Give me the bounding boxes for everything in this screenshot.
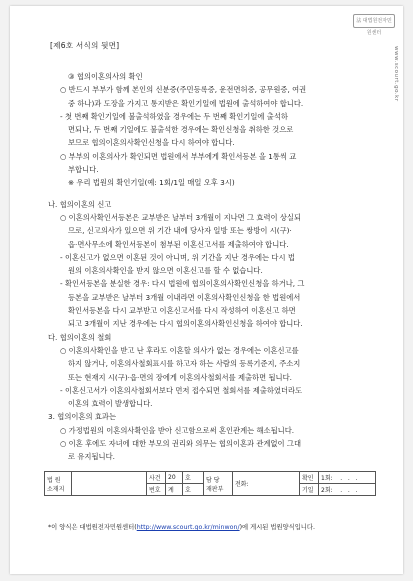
bullet-line: 로 유지됩니다. bbox=[68, 452, 115, 462]
second-date-field[interactable]: 2회: . . . bbox=[319, 484, 376, 496]
sub-line: - 이혼신고서가 이혼의사철회서보다 먼저 접수되면 철회서를 제출하였더라도 bbox=[60, 385, 303, 395]
bullet-line: 또는 현재지 시(구)·읍·면의 장에게 이혼의사철회서를 제출하면 됩니다. bbox=[68, 372, 292, 382]
court-site-link[interactable]: http://www.scourt.go.kr/minwon/ bbox=[136, 524, 240, 531]
charge-dept-label: 담 당 재판부 bbox=[204, 472, 233, 496]
phone-field[interactable]: 전화: bbox=[233, 472, 300, 496]
court-info-table bbox=[44, 471, 376, 496]
confirm-label-2: 기일 bbox=[300, 484, 319, 496]
form-header: [제6호 서식의 뒷면] bbox=[50, 41, 120, 50]
bullet-line: ○ 이혼 후에도 자녀에 대한 부모의 권리와 의무는 협의이혼과 관계없이 그대 bbox=[60, 439, 302, 449]
sub-line: 확인서등본을 다시 교부받고 이혼신고서를 다시 작성하여 이혼신고 하면 bbox=[68, 306, 296, 316]
bullet-line: 읍·면사무소에 확인서등본이 첨부된 이혼신고서를 제출하여야 합니다. bbox=[68, 239, 289, 249]
sub-line: 되고 3개월이 지난 경우에는 다시 협의이혼의사확인신청을 하여야 합니다. bbox=[68, 319, 303, 329]
sub-line: 등본을 교부받은 날부터 3개월 이내라면 이혼의사확인신청을 한 법원에서 bbox=[68, 292, 301, 302]
section-heading: 나. 협의이혼의 신고 bbox=[48, 199, 112, 209]
case-label: 사건 bbox=[147, 472, 166, 484]
form-body bbox=[48, 70, 372, 464]
sub-line: 원의 이혼의사확인을 받지 않으면 이혼신고를 할 수 없습니다. bbox=[68, 266, 263, 276]
court-logo-stamp: 法 대법원전자민원센터 bbox=[353, 14, 395, 28]
sub-line: - 이혼신고가 없으면 이혼된 것이 아니며, 위 기간을 지난 경우에는 다시 법 bbox=[60, 252, 295, 262]
sub-line: - 확인서등본을 분실한 경우: 다시 법원에 협의이혼의사확인신청을 하거나, 그 bbox=[60, 279, 305, 289]
sub-line: 보므로 협의이혼의사확인신청을 다시 하여야 합니다. bbox=[68, 138, 235, 148]
case-label-2: 번호 bbox=[147, 484, 166, 496]
footer-note: *이 양식은 대법원전자민원센터(http://www.scourt.go.kr/minwon/)에 게시된 법원양식입니다. bbox=[48, 524, 315, 531]
sub-line: - 첫 번째 확인기일에 불출석하였을 경우에는 두 번째 확인기일에 출석하 bbox=[60, 111, 288, 121]
case-gye[interactable]: 계 bbox=[166, 484, 183, 496]
confirm-label: 확인 bbox=[300, 472, 319, 484]
bullet-line: 부합니다. bbox=[68, 165, 99, 175]
bullet-line: ○ 이혼의사확인을 받고 난 후라도 이혼할 의사가 없는 경우에는 이혼신고를 bbox=[60, 345, 299, 355]
bullet-line: ○ 가정법원의 이혼의사확인을 받아 신고함으로써 혼인관계는 해소됩니다. bbox=[60, 425, 295, 435]
section-heading: 다. 협의이혼의 철회 bbox=[48, 332, 112, 342]
note-line: ※ 우리 법원의 확인기일(예: 1회/1일 매일 오후 3시) bbox=[68, 178, 235, 188]
side-watermark-url: www.scourt.go.kr bbox=[393, 46, 399, 102]
case-number-field[interactable]: 호 bbox=[183, 472, 204, 484]
case-year[interactable]: 20 bbox=[166, 472, 183, 484]
bullet-line: ○ 이혼의사확인서등본은 교부받은 날부터 3개월이 지나면 그 효력이 상실되 bbox=[60, 212, 302, 222]
document-page bbox=[10, 6, 403, 574]
section-heading: 3. 협의이혼의 효과는 bbox=[48, 412, 116, 422]
bullet-line: ○ 부부의 이혼의사가 확인되면 법원에서 부부에게 확인서등본 을 1통씩 교 bbox=[60, 151, 297, 161]
section-title: ③ 협의이혼의사의 확인 bbox=[68, 72, 143, 81]
sub-line: 면되나, 두 번째 기일에도 불출석한 경우에는 확인신청을 취하한 것으로 bbox=[68, 125, 294, 135]
bullet-line: 하지 않거나, 이혼의사철회표시를 하고자 하는 사람의 등록기준지, 주소지 bbox=[68, 359, 301, 369]
bullet-line: 중 하나)과 도장을 가지고 통지받은 확인기일에 법원에 출석하여야 합니다. bbox=[68, 98, 304, 108]
bullet-line: ○ 반드시 부부가 함께 본인의 신분증(주민등록증, 운전면허증, 공무원증, 여권 bbox=[60, 85, 307, 95]
sub-line: 이혼의 효력이 발생합니다. bbox=[68, 399, 153, 409]
court-location-label: 법 원 소재지 bbox=[45, 472, 72, 496]
court-location-field[interactable] bbox=[72, 472, 147, 496]
case-number-field-2[interactable]: 호 bbox=[183, 484, 204, 496]
first-date-field[interactable]: 1회: . . . bbox=[319, 472, 376, 484]
bullet-line: 므로, 신고의사가 있으면 위 기간 내에 당사자 일방 또는 쌍방이 시(구)· bbox=[68, 226, 292, 236]
